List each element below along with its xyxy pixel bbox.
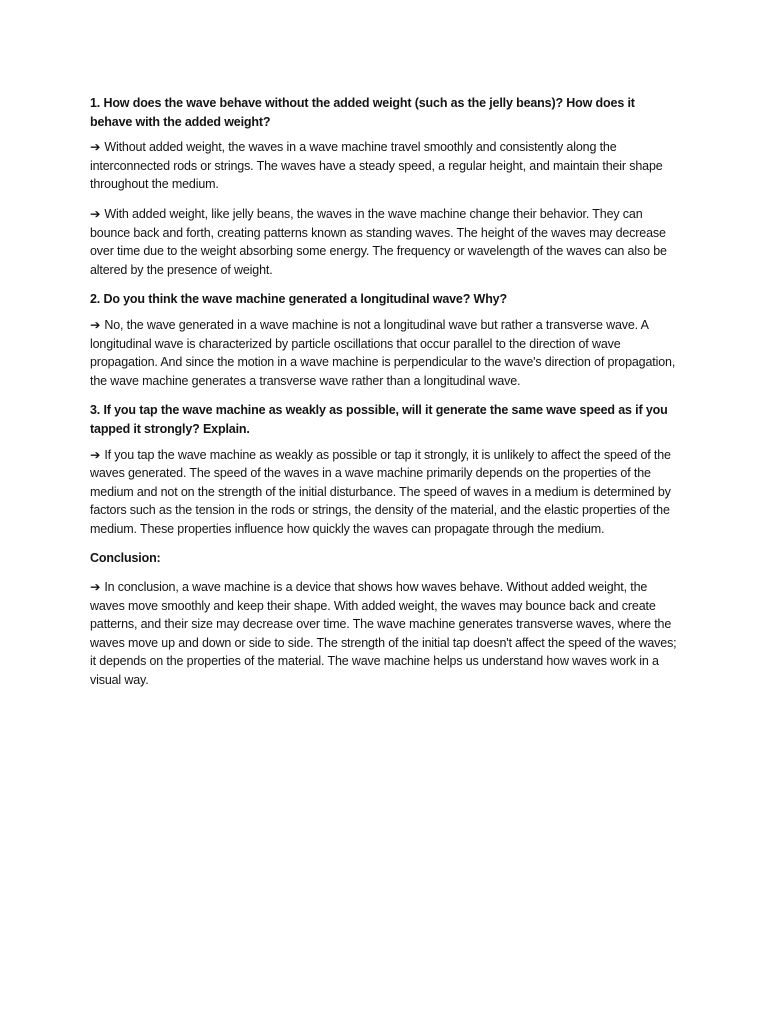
answer-1b: [90, 205, 680, 279]
answer-1b-text: With added weight, like jelly beans, the waves in the wave machine change their behavior. They can bounce back and forth, creating patterns known as standing waves. The height of the waves may decrease over time due to the weight absorbing some energy. The frequency or wavelength of the waves can also be altered by the presence of weight.: [90, 206, 667, 277]
conclusion-text: In conclusion, a wave machine is a device that shows how waves behave. Without added weight, the waves move smoothly and keep their shape. With added weight, the waves may bounce back and create patterns, and their size may decrease over time. The wave machine generates transverse waves, where the waves move up and down or side to side. The strength of the initial tap doesn't affect the speed of the waves; it depends on the properties of the material. The wave machine helps us understand how waves work in a visual way.: [90, 580, 677, 688]
question-1: 1. How does the wave behave without the added weight (such as the jelly beans)? How does it behave with the added weight?: [90, 96, 635, 129]
arrow-icon: ➔: [90, 317, 101, 332]
arrow-icon: ➔: [90, 580, 101, 595]
conclusion-heading: Conclusion:: [90, 551, 161, 566]
conclusion-paragraph: [90, 578, 680, 690]
answer-3: [90, 446, 680, 539]
answer-3-text: If you tap the wave machine as weakly as possible or tap it strongly, it is unlikely to affect the speed of the waves generated. The speed of the waves in a wave machine primarily depends on the properties of the medium and not on the strength of the initial disturbance. The speed of waves in a medium is determined by factors such as the tension in the rods or strings, the density of the material, and the elastic properties of the medium. These properties influence how quickly the waves can propagate through the medium.: [90, 447, 671, 536]
arrow-icon: ➔: [90, 140, 101, 155]
question-3: 3. If you tap the wave machine as weakly as possible, will it generate the same wave speed as if you tapped it strongly? Explain.: [90, 403, 668, 436]
question-2: 2. Do you think the wave machine generated a longitudinal wave? Why?: [90, 292, 507, 307]
document-page: [90, 94, 680, 701]
answer-1a-text: Without added weight, the waves in a wave machine travel smoothly and consistently along the interconnected rods or strings. The waves have a steady speed, a regular height, and maintain their shape throughout the medium.: [90, 140, 663, 192]
answer-1a: [90, 138, 680, 194]
answer-2-text: No, the wave generated in a wave machine is not a longitudinal wave but rather a transverse wave. A longitudinal wave is characterized by particle oscillations that occur parallel to the direction of wave propagation. And since the motion in a wave machine is perpendicular to the wave's direction of propagation, the wave machine generates a transverse wave rather than a longitudinal wave.: [90, 317, 676, 388]
arrow-icon: ➔: [90, 206, 101, 221]
arrow-icon: ➔: [90, 447, 101, 462]
answer-2: [90, 316, 680, 390]
